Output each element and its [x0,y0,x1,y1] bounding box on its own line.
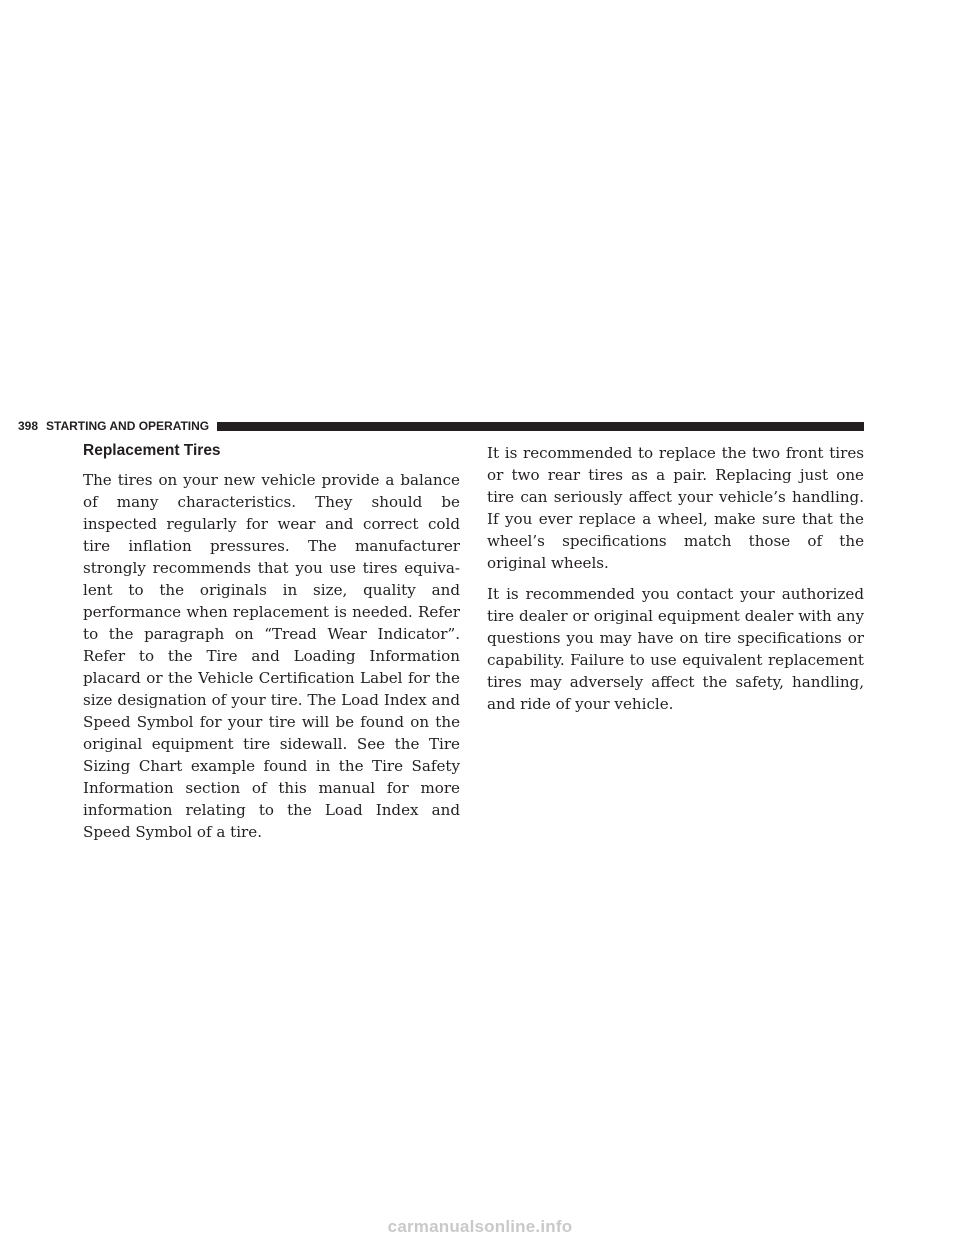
header-rule-bar [217,422,864,431]
left-column [83,440,460,852]
section-title: STARTING AND OPERATING [46,419,210,433]
right-column [487,442,864,724]
body-paragraph: It is recommended you contact your authorized tire dealer or original equipment dealer with any questions you may have on tire specifications or capability. Failure to use equivalent replacement tires may adversely affect the safety, handling, and ride of your vehicle. [487,585,864,713]
page-number: 398 [18,419,39,433]
page-header [18,417,864,435]
site-watermark: carmanualsonline.info [387,1217,573,1236]
body-paragraph: The tires on your new vehicle provide a balance of many characteristics. They should be inspected regularly for wear and correct cold tire inflation pressures. The manufacturer strongly recommends that you use tires equivalent to the originals in size, quality and performance when replacement is needed. Refer to the paragraph on “Tread Wear Indicator”. Refer to the Tire and Loading Information placard or the Vehicle Certification Label for the size designation of your tire. The Load Index and Speed Symbol for your tire will be found on the original equipment tire sidewall. See the Tire Sizing Chart example found in the Tire Safety Information section of this manual for more information relating to the Load Index and Speed Symbol of a tire. [83,471,460,841]
body-paragraph: It is recommended to replace the two front tires or two rear tires as a pair. Replacing just one tire can seriously affect your vehicle’s handling. If you ever replace a wheel, make sure that the wheel’s specifications match those of the original wheels. [487,444,864,572]
section-heading: Replacement Tires [83,442,221,459]
